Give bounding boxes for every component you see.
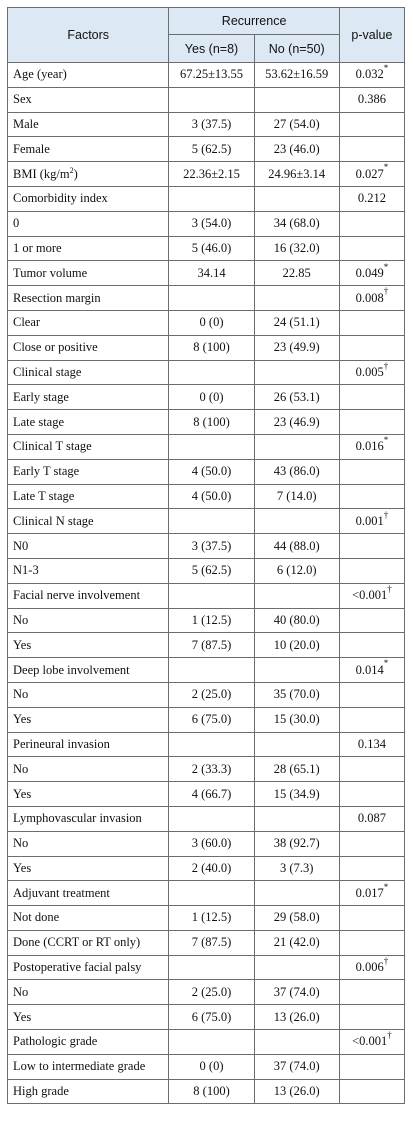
p-value: 0.006 (355, 960, 384, 975)
table-row (8, 633, 405, 658)
header-recurrence: Recurrence (169, 8, 339, 35)
table-row (8, 410, 405, 435)
factor-cell (8, 782, 169, 807)
factor-cell (8, 881, 169, 906)
factor-cell (8, 980, 169, 1005)
table-row (8, 583, 405, 608)
factor-label: Male (13, 116, 39, 131)
p-value-cell (339, 137, 404, 162)
recurrence-no-cell: 23 (46.0) (254, 137, 339, 162)
table-row (8, 137, 405, 162)
recurrence-yes-cell: 67.25±13.55 (169, 63, 254, 88)
p-value-cell (339, 211, 404, 236)
p-value: 0.016 (355, 439, 384, 454)
factor-label: Pathologic grade (13, 1034, 98, 1049)
factor-cell (8, 608, 169, 633)
recurrence-no-cell: 53.62±16.59 (254, 63, 339, 88)
table-row (8, 162, 405, 187)
factor-cell (8, 583, 169, 608)
p-value: 0.014 (355, 662, 384, 677)
factor-cell (8, 459, 169, 484)
factor-label: Sex (13, 92, 32, 107)
table-row (8, 658, 405, 683)
factor-label: N0 (13, 538, 29, 553)
p-value-cell (339, 558, 404, 583)
p-value-cell (339, 633, 404, 658)
p-value-cell (339, 261, 404, 286)
p-value: 0.386 (357, 92, 386, 107)
factor-label: No (13, 687, 29, 702)
factor-cell (8, 509, 169, 534)
p-value: 0.212 (357, 191, 386, 206)
table-row (8, 434, 405, 459)
recurrence-yes-cell: 2 (25.0) (169, 682, 254, 707)
p-value-cell (339, 162, 404, 187)
factor-label: Deep lobe involvement (13, 662, 130, 677)
recurrence-yes-cell: 0 (0) (169, 385, 254, 410)
factor-label: Adjuvant treatment (13, 885, 110, 900)
p-value-cell (339, 1054, 404, 1079)
recurrence-no-cell: 23 (49.9) (254, 335, 339, 360)
p-value: 0.027 (355, 166, 384, 181)
recurrence-factors-table (7, 7, 405, 1104)
p-value-cell (339, 360, 404, 385)
p-value-cell (339, 385, 404, 410)
recurrence-no-cell: 13 (26.0) (254, 1079, 339, 1104)
recurrence-no-cell: 37 (74.0) (254, 980, 339, 1005)
factor-label: Yes (13, 637, 32, 652)
factor-cell (8, 806, 169, 831)
table-row (8, 930, 405, 955)
recurrence-yes-cell: 1 (12.5) (169, 906, 254, 931)
significance-marker: * (383, 162, 389, 173)
recurrence-no-cell: 24.96±3.14 (254, 162, 339, 187)
recurrence-yes-cell (169, 509, 254, 534)
factor-cell (8, 186, 169, 211)
factor-label: Yes (13, 712, 32, 727)
recurrence-yes-cell: 4 (66.7) (169, 782, 254, 807)
recurrence-no-cell: 37 (74.0) (254, 1054, 339, 1079)
recurrence-no-cell (254, 87, 339, 112)
recurrence-no-cell: 23 (46.9) (254, 410, 339, 435)
p-value-cell (339, 87, 404, 112)
factor-label: Age (year) (13, 67, 67, 82)
table-row (8, 831, 405, 856)
table-row (8, 682, 405, 707)
table-row (8, 310, 405, 335)
recurrence-yes-cell: 3 (37.5) (169, 534, 254, 559)
factor-cell (8, 261, 169, 286)
significance-marker: * (383, 63, 389, 74)
recurrence-yes-cell: 8 (100) (169, 410, 254, 435)
p-value-cell (339, 410, 404, 435)
factor-label: No (13, 761, 29, 776)
factor-cell (8, 63, 169, 88)
table-row (8, 63, 405, 88)
factor-label: No (13, 612, 29, 627)
factor-cell (8, 162, 169, 187)
recurrence-no-cell: 7 (14.0) (254, 484, 339, 509)
factor-cell (8, 236, 169, 261)
factor-cell (8, 1005, 169, 1030)
recurrence-no-cell: 21 (42.0) (254, 930, 339, 955)
recurrence-yes-cell: 8 (100) (169, 1079, 254, 1104)
table-row (8, 484, 405, 509)
recurrence-yes-cell (169, 955, 254, 980)
p-value: 0.087 (357, 811, 386, 826)
factor-cell (8, 534, 169, 559)
table-row (8, 335, 405, 360)
factor-cell (8, 930, 169, 955)
factor-superscript: 2 (69, 165, 74, 175)
recurrence-no-cell (254, 186, 339, 211)
table-row (8, 1030, 405, 1055)
recurrence-no-cell: 29 (58.0) (254, 906, 339, 931)
recurrence-no-cell: 43 (86.0) (254, 459, 339, 484)
significance-marker: * (383, 658, 389, 669)
factor-cell (8, 757, 169, 782)
significance-marker: † (383, 509, 389, 520)
factor-cell (8, 484, 169, 509)
factor-label: Comorbidity index (13, 191, 108, 206)
p-value-cell (339, 930, 404, 955)
table-row (8, 980, 405, 1005)
factor-label: Low to intermediate grade (13, 1059, 146, 1074)
table-row (8, 360, 405, 385)
recurrence-no-cell: 26 (53.1) (254, 385, 339, 410)
factor-cell (8, 310, 169, 335)
recurrence-yes-cell: 7 (87.5) (169, 633, 254, 658)
factor-cell (8, 1079, 169, 1104)
factor-label: Facial nerve involvement (13, 588, 141, 603)
recurrence-no-cell: 38 (92.7) (254, 831, 339, 856)
recurrence-yes-cell: 2 (25.0) (169, 980, 254, 1005)
factor-cell (8, 360, 169, 385)
factor-label: Yes (13, 786, 32, 801)
factor-label: Lymphovascular invasion (13, 811, 142, 826)
recurrence-yes-cell (169, 881, 254, 906)
p-value-cell (339, 881, 404, 906)
recurrence-no-cell (254, 881, 339, 906)
recurrence-yes-cell: 5 (62.5) (169, 558, 254, 583)
table-row (8, 955, 405, 980)
table-row (8, 608, 405, 633)
recurrence-no-cell (254, 360, 339, 385)
recurrence-no-cell: 40 (80.0) (254, 608, 339, 633)
factor-cell (8, 658, 169, 683)
p-value-cell (339, 63, 404, 88)
factor-label-end: ) (73, 166, 78, 181)
p-value-cell (339, 955, 404, 980)
recurrence-no-cell: 28 (65.1) (254, 757, 339, 782)
recurrence-yes-cell: 6 (75.0) (169, 1005, 254, 1030)
table-row (8, 558, 405, 583)
p-value: 0.017 (355, 885, 384, 900)
p-value: 0.049 (355, 265, 384, 280)
table-row (8, 534, 405, 559)
table-row (8, 211, 405, 236)
factor-label: Early T stage (13, 464, 80, 479)
p-value-cell (339, 806, 404, 831)
factor-label: High grade (13, 1084, 69, 1099)
significance-marker: † (383, 286, 389, 297)
p-value-cell (339, 1079, 404, 1104)
factor-label: Clinical N stage (13, 513, 94, 528)
recurrence-yes-cell (169, 434, 254, 459)
p-value-cell (339, 236, 404, 261)
recurrence-yes-cell: 4 (50.0) (169, 484, 254, 509)
factor-label: Clinical T stage (13, 439, 92, 454)
factor-label: Postoperative facial palsy (13, 960, 142, 975)
factor-label: Close or positive (13, 340, 98, 355)
p-value-cell (339, 310, 404, 335)
factor-cell (8, 211, 169, 236)
recurrence-yes-cell (169, 87, 254, 112)
recurrence-no-cell (254, 583, 339, 608)
p-value-cell (339, 682, 404, 707)
recurrence-no-cell (254, 806, 339, 831)
factor-cell (8, 707, 169, 732)
significance-marker: † (383, 955, 389, 966)
header-factors: Factors (8, 8, 169, 63)
p-value-cell (339, 608, 404, 633)
recurrence-yes-cell: 6 (75.0) (169, 707, 254, 732)
factor-label: Clinical stage (13, 364, 82, 379)
factor-label: Perineural invasion (13, 736, 110, 751)
factor-label: Tumor volume (13, 265, 88, 280)
significance-marker: † (387, 583, 392, 594)
table-row (8, 732, 405, 757)
factor-label: No (13, 984, 29, 999)
p-value: 0.032 (355, 67, 384, 82)
recurrence-yes-cell: 8 (100) (169, 335, 254, 360)
table-row (8, 87, 405, 112)
recurrence-no-cell (254, 286, 339, 311)
factor-label: Not done (13, 910, 60, 925)
significance-marker: * (383, 435, 389, 446)
p-value-cell (339, 707, 404, 732)
factor-label: 1 or more (13, 240, 62, 255)
factor-cell (8, 286, 169, 311)
header-row-1 (8, 8, 405, 35)
factor-cell (8, 831, 169, 856)
table-row (8, 707, 405, 732)
recurrence-no-cell: 24 (51.1) (254, 310, 339, 335)
recurrence-no-cell: 27 (54.0) (254, 112, 339, 137)
p-value-cell (339, 459, 404, 484)
table-row (8, 881, 405, 906)
p-value-cell (339, 856, 404, 881)
recurrence-yes-cell: 22.36±2.15 (169, 162, 254, 187)
p-value: 0.134 (357, 736, 386, 751)
factor-label: Late stage (13, 414, 65, 429)
factor-label: No (13, 836, 29, 851)
factor-cell (8, 410, 169, 435)
p-value-cell (339, 286, 404, 311)
factor-label: Clear (13, 315, 41, 330)
recurrence-no-cell (254, 955, 339, 980)
recurrence-yes-cell (169, 1030, 254, 1055)
recurrence-no-cell: 13 (26.0) (254, 1005, 339, 1030)
p-value: 0.001 (355, 513, 384, 528)
recurrence-no-cell: 6 (12.0) (254, 558, 339, 583)
table-body (8, 63, 405, 1104)
table-row (8, 261, 405, 286)
table-row (8, 236, 405, 261)
p-value: 0.005 (355, 364, 384, 379)
factor-cell (8, 87, 169, 112)
factor-label: 0 (13, 216, 20, 231)
recurrence-yes-cell: 7 (87.5) (169, 930, 254, 955)
factor-cell (8, 112, 169, 137)
factor-cell (8, 558, 169, 583)
p-value: 0.008 (355, 290, 384, 305)
factor-cell (8, 856, 169, 881)
p-value-cell (339, 831, 404, 856)
significance-marker: † (383, 360, 389, 371)
table-row (8, 1005, 405, 1030)
factor-label: Done (CCRT or RT only) (13, 935, 141, 950)
p-value-cell (339, 335, 404, 360)
recurrence-no-cell (254, 434, 339, 459)
factor-label: Early stage (13, 389, 69, 404)
table-row (8, 906, 405, 931)
factor-cell (8, 1054, 169, 1079)
p-value-cell (339, 434, 404, 459)
table-row (8, 385, 405, 410)
header-no: No (n=50) (254, 35, 339, 63)
table-row (8, 806, 405, 831)
factor-label: Yes (13, 1009, 32, 1024)
p-value-cell (339, 112, 404, 137)
recurrence-yes-cell: 4 (50.0) (169, 459, 254, 484)
recurrence-yes-cell (169, 732, 254, 757)
significance-marker: * (383, 881, 389, 892)
p-value: <0.001 (352, 588, 388, 603)
recurrence-no-cell: 44 (88.0) (254, 534, 339, 559)
table-row (8, 1054, 405, 1079)
significance-marker: * (383, 261, 389, 272)
recurrence-yes-cell (169, 186, 254, 211)
recurrence-yes-cell: 5 (62.5) (169, 137, 254, 162)
recurrence-no-cell: 34 (68.0) (254, 211, 339, 236)
recurrence-no-cell: 15 (34.9) (254, 782, 339, 807)
recurrence-no-cell: 35 (70.0) (254, 682, 339, 707)
p-value: <0.001 (352, 1034, 388, 1049)
table-row (8, 112, 405, 137)
table-row (8, 856, 405, 881)
p-value-cell (339, 732, 404, 757)
recurrence-yes-cell: 3 (37.5) (169, 112, 254, 137)
table-row (8, 186, 405, 211)
table-row (8, 782, 405, 807)
table-row (8, 286, 405, 311)
factor-cell (8, 335, 169, 360)
recurrence-yes-cell: 5 (46.0) (169, 236, 254, 261)
recurrence-yes-cell: 34.14 (169, 261, 254, 286)
p-value-cell (339, 509, 404, 534)
recurrence-no-cell: 3 (7.3) (254, 856, 339, 881)
p-value-cell (339, 757, 404, 782)
recurrence-yes-cell (169, 806, 254, 831)
recurrence-yes-cell (169, 286, 254, 311)
factor-label: N1-3 (13, 563, 39, 578)
recurrence-yes-cell: 1 (12.5) (169, 608, 254, 633)
table-row (8, 509, 405, 534)
recurrence-yes-cell (169, 360, 254, 385)
factor-label: Female (13, 141, 50, 156)
recurrence-no-cell: 22.85 (254, 261, 339, 286)
factor-cell (8, 732, 169, 757)
recurrence-no-cell (254, 509, 339, 534)
p-value-cell (339, 534, 404, 559)
factor-cell (8, 1030, 169, 1055)
recurrence-yes-cell: 2 (40.0) (169, 856, 254, 881)
factor-cell (8, 137, 169, 162)
recurrence-yes-cell: 2 (33.3) (169, 757, 254, 782)
table-row (8, 1079, 405, 1104)
recurrence-yes-cell (169, 658, 254, 683)
header-p-value: p-value (339, 8, 404, 63)
factor-cell (8, 906, 169, 931)
factor-cell (8, 434, 169, 459)
factor-label: BMI (kg/m (13, 166, 70, 181)
significance-marker: † (387, 1030, 392, 1041)
factor-cell (8, 385, 169, 410)
recurrence-no-cell: 10 (20.0) (254, 633, 339, 658)
p-value-cell (339, 782, 404, 807)
factor-cell (8, 633, 169, 658)
recurrence-yes-cell (169, 583, 254, 608)
recurrence-yes-cell: 0 (0) (169, 310, 254, 335)
p-value-cell (339, 1005, 404, 1030)
factor-label: Late T stage (13, 488, 75, 503)
factor-label: Yes (13, 860, 32, 875)
recurrence-no-cell (254, 1030, 339, 1055)
factor-label: Resection margin (13, 290, 101, 305)
p-value-cell (339, 1030, 404, 1055)
p-value-cell (339, 484, 404, 509)
table-row (8, 757, 405, 782)
factor-cell (8, 682, 169, 707)
p-value-cell (339, 658, 404, 683)
recurrence-no-cell (254, 732, 339, 757)
header-yes: Yes (n=8) (169, 35, 254, 63)
p-value-cell (339, 980, 404, 1005)
recurrence-no-cell (254, 658, 339, 683)
recurrence-no-cell: 16 (32.0) (254, 236, 339, 261)
p-value-cell (339, 186, 404, 211)
recurrence-yes-cell: 3 (60.0) (169, 831, 254, 856)
recurrence-yes-cell: 0 (0) (169, 1054, 254, 1079)
recurrence-no-cell: 15 (30.0) (254, 707, 339, 732)
p-value-cell (339, 583, 404, 608)
factor-cell (8, 955, 169, 980)
table-row (8, 459, 405, 484)
recurrence-yes-cell: 3 (54.0) (169, 211, 254, 236)
p-value-cell (339, 906, 404, 931)
